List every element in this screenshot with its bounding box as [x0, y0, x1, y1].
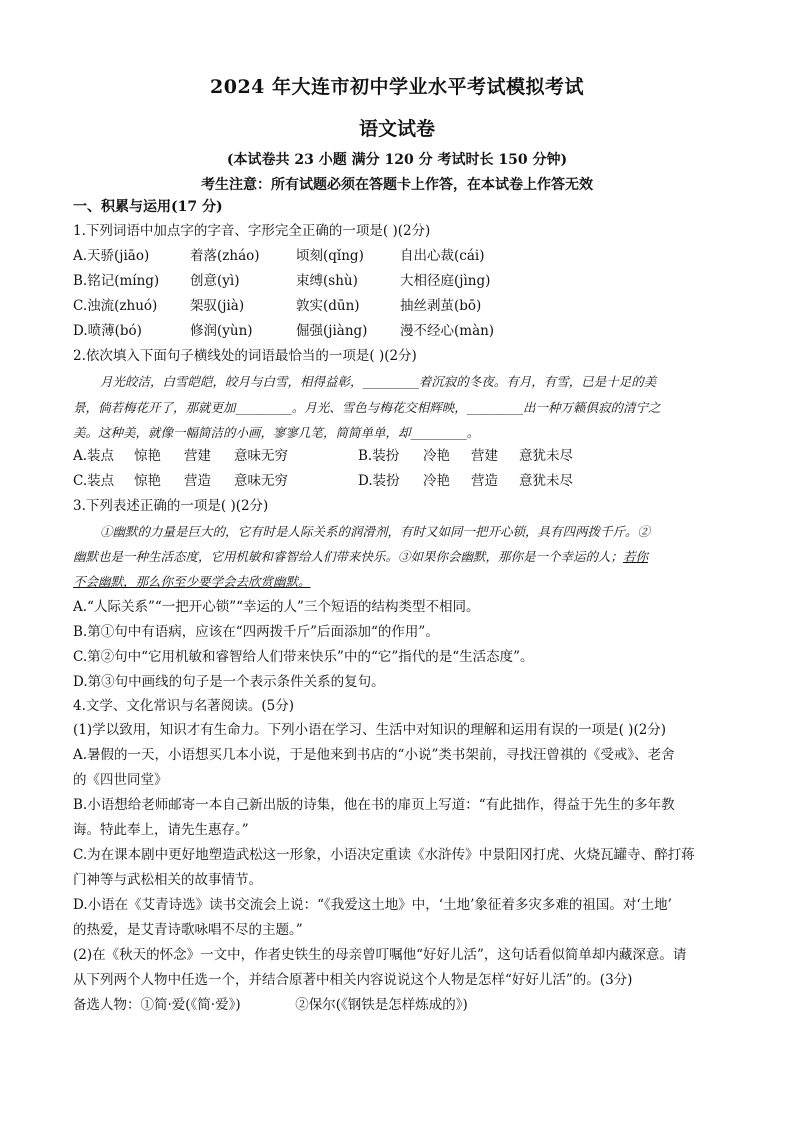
q3-passage-line-1: ①幽默的力量是巨大的，它有时是人际关系的润滑剂，有时又如同一把开心锁，具有四两拨千斤。② [100, 524, 651, 539]
q2-option-c2: 惊艳 [134, 473, 161, 489]
q2-option-b3: 营建 [471, 448, 498, 464]
q2-option-a4: 意味无穷 [234, 448, 288, 464]
q2-option-d3: 营造 [471, 473, 498, 489]
question-1-stem: 1.下列词语中加点字的字音、字形完全正确的一项是( )(2分) [73, 223, 431, 239]
q4-sub2-line-2: 从下列两个人物中任选一个，并结合原著中相关内容说说这个人物是怎样“好好儿活”的。(3分) [73, 972, 633, 988]
q4-sub1-stem: (1)学以致用，知识才有生命力。下列小语在学习、生活中对知识的理解和运用有误的一项是( )(2分) [73, 722, 667, 738]
q1-option-c1: C.浊流(zhuó) [73, 298, 158, 314]
exam-title: 2024 年大连市初中学业水平考试模拟考试 [210, 76, 584, 98]
q2-option-b2: 冷艳 [423, 448, 450, 464]
q1-option-a2: 着落(zháo) [190, 248, 260, 264]
q2-passage-line-1: 月光皎洁，白雪皑皑，皎月与白雪，相得益彰，_________着沉寂的冬夜。有月，有雪，已是十足的美 [100, 374, 657, 389]
q2-option-d2: 冷艳 [423, 473, 450, 489]
q1-option-b1: B.铭记(míng) [73, 273, 160, 289]
q1-option-d3: 倔强(jiàng) [296, 323, 368, 339]
q2-option-a2: 惊艳 [134, 448, 161, 464]
question-2-stem: 2.依次填入下面句子横线处的词语最恰当的一项是( )(2分) [73, 348, 417, 364]
q1-option-a1: A.天骄(jiāo) [73, 248, 150, 264]
q4-line-c2: 门神等与武松相关的故事情节。 [73, 872, 262, 888]
q4-line-a1: A.暑假的一天，小语想买几本小说，于是他来到书店的“小说”类书架前，寻找汪曾祺的《受戒》、老舍 [73, 747, 675, 763]
q2-option-b1: B.装扮 [358, 448, 400, 464]
q2-option-c4: 意味无穷 [234, 473, 288, 489]
question-4-stem: 4.文学、文化常识与名著阅读。(5分) [73, 698, 295, 714]
q4-candidates [73, 996, 468, 1014]
q3-underlined-start: 若你 [623, 549, 649, 564]
q4-line-a2: 的《四世同堂》 [73, 772, 168, 788]
q1-option-b2: 创意(yì) [190, 273, 240, 289]
q1-option-d4: 漫不经心(màn) [400, 323, 495, 339]
q3-underlined-sentence: 不会幽默，那么你至少要学会去欣赏幽默。 [73, 574, 311, 589]
q3-option-a: A.“人际关系”“一把开心锁”“幸运的人”三个短语的结构类型不相同。 [73, 599, 480, 615]
q4-candidate-2: ②保尔(《钢铁是怎样炼成的》) [295, 997, 468, 1013]
q3-option-d: D.第③句中画线的句子是一个表示条件关系的复句。 [73, 674, 385, 690]
q1-option-c4: 抽丝剥茧(bō) [400, 298, 482, 314]
q2-option-a1: A.装点 [73, 448, 115, 464]
q3-option-c: C.第②句中“它用机敏和睿智给人们带来快乐”中的“它”指代的是“生活态度”。 [73, 649, 534, 665]
q1-option-d1: D.喷薄(bó) [73, 323, 142, 339]
q2-passage-line-2: 景，倘若梅花开了，那就更加_________。月光、雪色与梅花交相辉映，_________出一种万籁俱寂的清宁之 [73, 400, 661, 415]
q4-sub2-line-1: (2)在《秋天的怀念》一文中，作者史铁生的母亲曾叮嘱他“好好儿活”，这句话看似简单却内藏深意。请 [73, 947, 687, 963]
exam-notice: 考生注意：所有试题必须在答题卡上作答，在本试卷上作答无效 [201, 177, 593, 193]
q1-option-a4: 自出心裁(cái) [400, 248, 485, 264]
q4-line-d1: D.小语在《艾青诗选》读书交流会上说：“《我爱这土地》中，‘土地’象征着多灾多难的祖国。对‘土地’ [73, 897, 672, 913]
q3-passage-line-2 [73, 548, 648, 566]
q2-option-d1: D.装扮 [358, 473, 400, 489]
q4-line-b2: 诲。特此奉上，请先生惠存。” [73, 822, 249, 838]
q2-option-b4: 意犹未尽 [519, 448, 573, 464]
q3-passage-line-2-text: 幽默也是一种生活态度，它用机敏和睿智给人们带来快乐。③如果你会幽默，那你是一个幸运的人； [73, 549, 624, 564]
q1-option-b4: 大相径庭(jìng) [400, 273, 491, 289]
section-heading: 一、积累与运用(17 分) [73, 199, 223, 215]
exam-info: (本试卷共 23 小题 满分 120 分 考试时长 150 分钟) [226, 152, 568, 168]
q4-candidate-1: 备选人物：①简·爱(《简·爱》) [73, 997, 241, 1013]
q1-option-c2: 架驭(jià) [190, 298, 245, 314]
q3-option-b: B.第①句中有语病，应该在“四两拨千斤”后面添加“的作用”。 [73, 624, 439, 640]
question-3-stem: 3.下列表述正确的一项是( )(2分) [73, 498, 269, 514]
q1-option-d2: 修润(yùn) [190, 323, 253, 339]
q2-option-c3: 营造 [184, 473, 211, 489]
q2-option-a3: 营建 [184, 448, 211, 464]
q4-line-d2: 的热爱，是艾青诗歌咏唱不尽的主题。” [73, 922, 303, 938]
subject-title: 语文试卷 [358, 118, 435, 140]
q4-line-b1: B.小语想给老师邮寄一本自己新出版的诗集，他在书的扉页上写道：“有此拙作，得益于先生的多年教 [73, 797, 675, 813]
q2-option-d4: 意犹未尽 [519, 473, 573, 489]
q2-passage-line-3: 美。这种美，就像一幅简洁的小画，寥寥几笔，简简单单，却_________。 [73, 425, 480, 440]
q1-option-c3: 敦实(dūn) [296, 298, 360, 314]
q1-option-b3: 束缚(shù) [296, 273, 358, 289]
q1-option-a3: 顷刻(qǐng) [296, 248, 364, 264]
q2-option-c1: C.装点 [73, 473, 115, 489]
q4-line-c1: C.为在课本剧中更好地塑造武松这一形象，小语决定重读《水浒传》中景阳冈打虎、火烧瓦罐寺、醉打蒋 [73, 847, 695, 863]
